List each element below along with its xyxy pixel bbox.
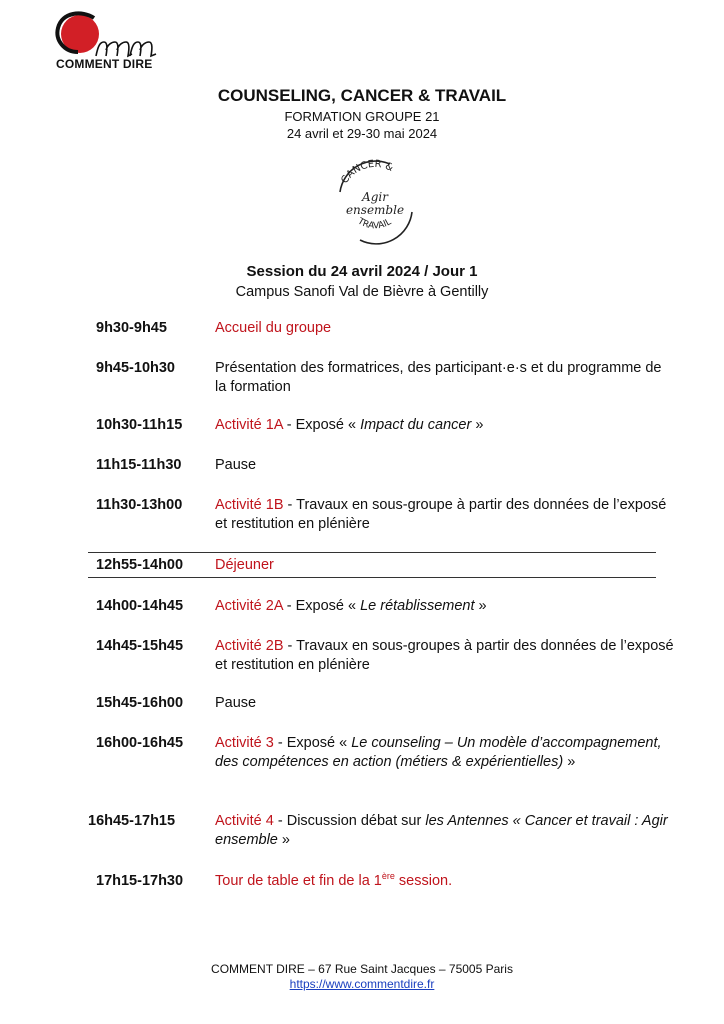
- logo-mark-icon: [52, 10, 164, 60]
- activity-label: Activité 4: [215, 813, 274, 829]
- footer-address: COMMENT DIRE – 67 Rue Saint Jacques – 75005 Paris: [211, 962, 513, 976]
- schedule-time: 14h00-14h45: [96, 598, 184, 614]
- footer-website-link[interactable]: https://www.commentdire.fr: [289, 977, 435, 991]
- description-text: - Exposé «: [273, 735, 352, 751]
- schedule-description: [215, 416, 675, 435]
- description-text: - Travaux en sous-groupes à partir des données de l’exposé et restitution en plénière: [215, 638, 674, 673]
- schedule-description: [215, 359, 675, 397]
- description-text: Pause: [215, 695, 257, 711]
- description-text: Le rétablissement: [360, 598, 475, 614]
- activity-label: Activité 1A: [215, 417, 283, 433]
- document-subtitle: FORMATION GROUPE 21: [284, 109, 440, 124]
- schedule-description: [215, 456, 675, 475]
- logo-text: COMMENT DIRE: [56, 57, 153, 71]
- activity-label: Activité 1B: [215, 497, 284, 513]
- schedule-description: [215, 637, 675, 675]
- emblem-bottom-text: TRAVAIL: [355, 216, 394, 232]
- description-text: - Exposé «: [282, 417, 361, 433]
- description-text: »: [563, 754, 576, 770]
- activity-label: Déjeuner: [215, 557, 274, 573]
- description-text: les Antennes « Cancer et travail : Agir ensemble: [215, 813, 668, 848]
- description-text: - Travaux en sous-groupe à partir des données de l’exposé et restitution en plénière: [215, 497, 667, 532]
- session-title: Session du 24 avril 2024 / Jour 1: [246, 263, 478, 280]
- schedule-time: 9h30-9h45: [96, 320, 167, 336]
- schedule-time: 12h55-14h00: [96, 557, 184, 573]
- emblem-top-text: CANCER &: [339, 158, 395, 186]
- description-text: Présentation des formatrices, des participant·e·s et du programme de la formation: [215, 360, 662, 395]
- schedule-description: [215, 734, 675, 772]
- schedule-time: 16h45-17h15: [88, 813, 176, 829]
- activity-label: ère: [381, 871, 395, 881]
- description-text: Le counseling – Un modèle d’accompagnement, des compétences en action (métiers & expérientielles): [215, 735, 662, 770]
- cancer-travail-emblem: [330, 156, 420, 246]
- activity-label: Tour de table et fin de la 1: [215, 873, 382, 889]
- description-text: - Exposé «: [282, 598, 361, 614]
- schedule-time: 16h00-16h45: [96, 735, 184, 751]
- activity-label: Activité 3: [215, 735, 274, 751]
- description-text: »: [277, 832, 290, 848]
- session-place: Campus Sanofi Val de Bièvre à Gentilly: [235, 284, 489, 300]
- schedule-description: [215, 872, 675, 891]
- schedule-time: 11h15-11h30: [96, 457, 182, 473]
- emblem-word-agir: Agir: [362, 190, 388, 204]
- lunch-separator-top: [88, 552, 656, 553]
- schedule-description: [215, 812, 675, 850]
- schedule-description: [215, 319, 675, 338]
- description-text: »: [474, 598, 487, 614]
- emblem-word-ensemble: ensemble: [345, 203, 405, 217]
- comment-dire-logo: [52, 10, 164, 72]
- schedule-description: [215, 496, 675, 534]
- schedule-time: 17h15-17h30: [96, 873, 184, 889]
- document-title: COUNSELING, CANCER & TRAVAIL: [217, 86, 507, 105]
- activity-label: Accueil du groupe: [215, 320, 332, 336]
- document-dates: 24 avril et 29-30 mai 2024: [286, 126, 438, 141]
- schedule-time: 14h45-15h45: [96, 638, 184, 654]
- schedule-description: [215, 597, 675, 616]
- schedule-time: 10h30-11h15: [96, 417, 183, 433]
- schedule-description: [215, 694, 675, 713]
- description-text: »: [471, 417, 484, 433]
- description-text: - Discussion débat sur: [273, 813, 426, 829]
- activity-label: session.: [394, 873, 453, 889]
- activity-label: Activité 2A: [215, 598, 283, 614]
- description-text: Pause: [215, 457, 257, 473]
- lunch-separator-bottom: [88, 577, 656, 578]
- schedule-time: 15h45-16h00: [96, 695, 184, 711]
- activity-label: Activité 2B: [215, 638, 284, 654]
- schedule-time: 11h30-13h00: [96, 497, 183, 513]
- schedule-description: [215, 556, 675, 575]
- schedule-time: 9h45-10h30: [96, 360, 175, 376]
- description-text: Impact du cancer: [360, 417, 472, 433]
